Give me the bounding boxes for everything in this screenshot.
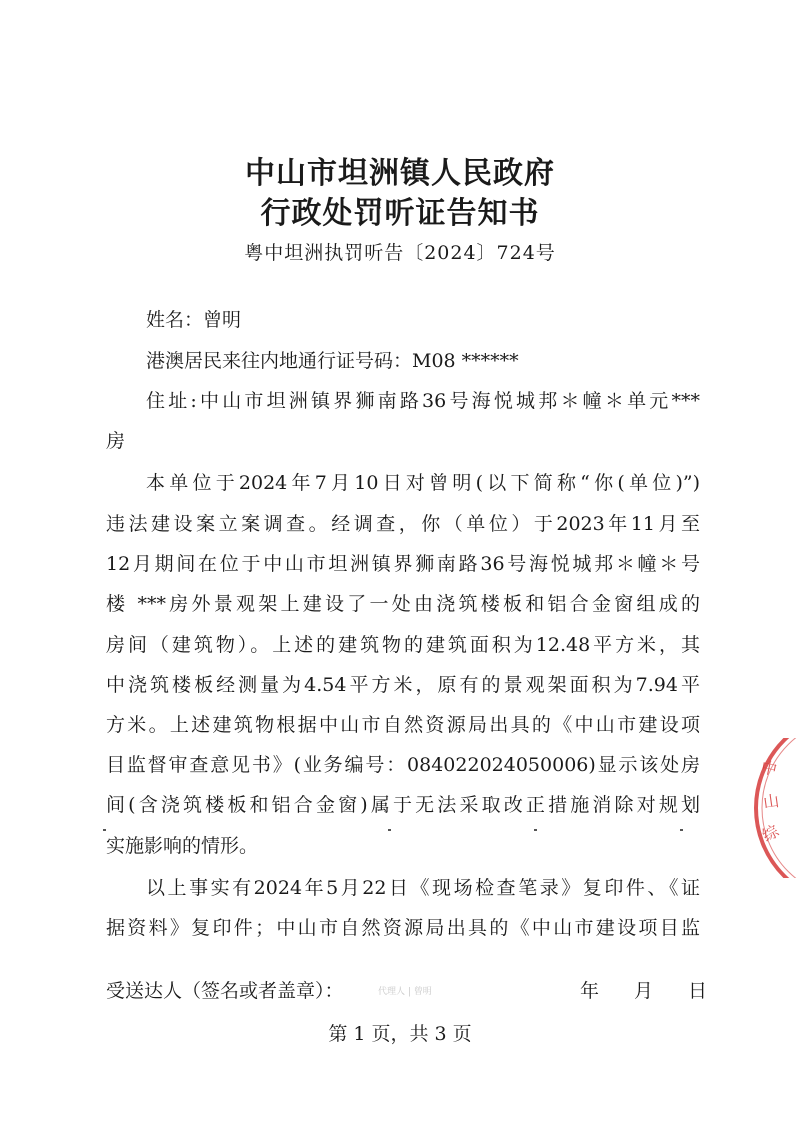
date-month-label: 月 [634, 980, 654, 1002]
party-permit-number: 港澳居民来往内地通行证号码：M08 ****** [146, 350, 519, 372]
paragraph-1-line: 12月期间在位于中山市坦洲镇界狮南路36号海悦城邦＊幢＊号 [106, 553, 700, 575]
date-day-label: 日 [688, 980, 708, 1002]
svg-text:中: 中 [759, 757, 779, 780]
paragraph-1-line: 违法建设案立案调查。经调查，你（单位）于2023年11月至 [106, 513, 700, 535]
paragraph-1-line: 房间（建筑物）。上述的建筑物的建筑面积为12.48平方米，其 [106, 634, 700, 656]
document-number: 粤中坦洲执罚听告〔2024〕724号 [244, 242, 556, 264]
paragraph-2-line: 据资料》复印件；中山市自然资源局出具的《中山市建设项目监 [106, 917, 700, 939]
paragraph-1-line: 楼 ***房外景观架上建设了一处由浇筑楼板和铝合金窗组成的 [106, 593, 700, 615]
scan-speck [388, 829, 391, 831]
svg-text:综: 综 [758, 821, 783, 846]
party-address-line-2: 房 [106, 430, 126, 452]
recipient-signature-label: 受送达人（签名或者盖章）： [106, 980, 344, 1002]
title-line-1: 中山市坦洲镇人民政府 [245, 156, 555, 191]
paragraph-1-last-line: 实施影响的情形。 [106, 835, 259, 857]
paragraph-1-line: 目监督审查意见书》(业务编号：084022024050006)显示该处房 [106, 754, 700, 776]
faint-signature: 代理人 | 曾明 [378, 987, 432, 997]
party-name: 姓名：曾明 [146, 309, 242, 331]
scan-speck [534, 829, 537, 831]
party-address-line-1: 住址:中山市坦洲镇界狮南路36号海悦城邦＊幢＊单元*** [146, 390, 700, 412]
page-number: 第 1 页，共 3 页 [328, 1023, 472, 1045]
svg-text:山: 山 [761, 790, 781, 812]
official-seal-stamp [742, 738, 800, 878]
paragraph-1-line: 间(含浇筑楼板和铝合金窗)属于无法采取改正措施消除对规划 [106, 794, 700, 816]
paragraph-1-line: 本单位于2024年7月10日对曾明(以下简称“你(单位)”) [146, 472, 700, 494]
paragraph-1-line: 中浇筑楼板经测量为4.54平方米，原有的景观架面积为7.94平 [106, 674, 700, 696]
paragraph-1-line: 方米。上述建筑物根据中山市自然资源局出具的《中山市建设项 [106, 714, 700, 736]
title-line-2: 行政处罚听证告知书 [260, 196, 540, 231]
date-year-label: 年 [580, 980, 600, 1002]
paragraph-2-line: 以上事实有2024年5月22日《现场检查笔录》复印件、《证 [146, 877, 700, 899]
scan-speck [103, 829, 106, 831]
scan-speck [680, 829, 683, 831]
